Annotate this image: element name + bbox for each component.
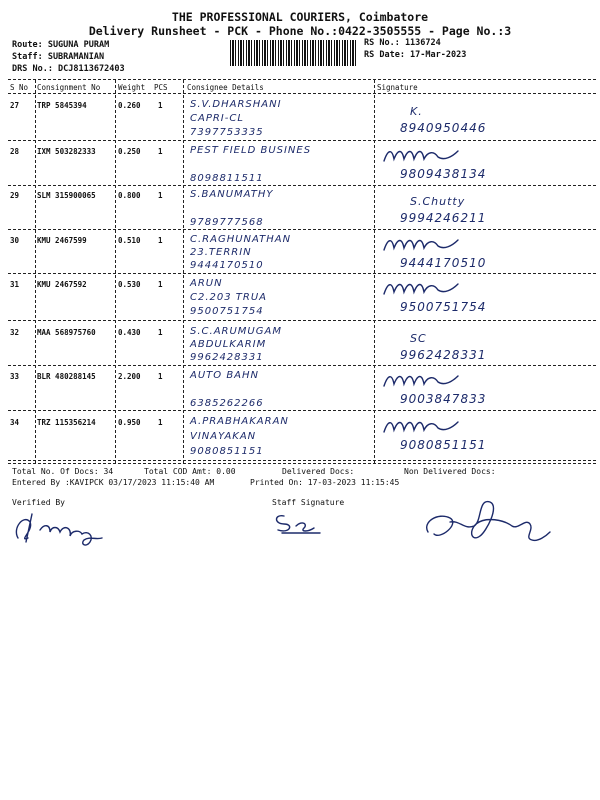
route-label: Route: SUGUNA PURAM [12, 40, 110, 50]
total-docs: Total No. Of Docs: 34 [12, 467, 114, 476]
row-pcs: 1 [158, 328, 163, 337]
row-sno: 27 [10, 101, 20, 110]
rs-date: RS Date: 17-Mar-2023 [364, 50, 467, 60]
verified-by-label: Verified By [12, 498, 65, 507]
row-divider [8, 185, 596, 186]
col-divider [35, 80, 36, 463]
row-pcs: 1 [158, 101, 163, 110]
row-divider [8, 410, 596, 411]
col-weight: Weight [118, 83, 146, 92]
consignee-handwriting: CAPRI-CL [190, 113, 244, 124]
signature-handwriting: S.Chutty [410, 195, 466, 208]
row-pcs: 1 [158, 372, 163, 381]
runsheet-title: Delivery Runsheet - PCK - Phone No.:0422-3505555 - Page No.:3 [88, 24, 512, 38]
row-consignment-no: KMU 2467592 [37, 280, 87, 289]
consignee-handwriting: A.PRABHAKARAN [190, 416, 289, 427]
consignee-handwriting: 9962428331 [190, 352, 264, 363]
row-signature-scribble [382, 234, 472, 256]
consignee-handwriting: 8098811511 [190, 173, 264, 184]
consignee-handwriting: VINAYAKAN [190, 431, 257, 442]
col-divider [374, 80, 375, 463]
row-consignment-no: SLM 315900065 [37, 191, 96, 200]
table-bottom-rule [8, 463, 596, 464]
col-divider [115, 80, 116, 463]
row-signature-scribble [382, 416, 472, 438]
barcode [230, 40, 356, 66]
printed-on: Printed On: 17-03-2023 11:15:45 [250, 478, 400, 487]
staff-signature [272, 508, 352, 538]
row-consignment-no: BLR 480288145 [37, 372, 96, 381]
row-sno: 28 [10, 147, 20, 156]
row-sno: 32 [10, 328, 20, 337]
consignee-handwriting: S.V.DHARSHANI [190, 99, 282, 110]
row-sno: 31 [10, 280, 20, 289]
consignee-handwriting: 9444170510 [190, 260, 264, 271]
row-divider [8, 140, 596, 141]
row-weight: 0.250 [118, 147, 141, 156]
row-pcs: 1 [158, 418, 163, 427]
drs-number: DRS No.: DCJ8113672403 [12, 64, 125, 74]
row-divider [8, 365, 596, 366]
row-consignment-no: TRZ 115356214 [37, 418, 96, 427]
company-title: THE PROFESSIONAL COURIERS, Coimbatore [171, 10, 429, 24]
signature-handwriting: SC [410, 332, 427, 345]
row-divider [8, 273, 596, 274]
row-pcs: 1 [158, 191, 163, 200]
signature-handwriting: 9444170510 [400, 256, 487, 270]
signature-handwriting: 9500751754 [400, 300, 487, 314]
row-signature-scribble [382, 145, 472, 167]
total-cod: Total COD Amt: 0.00 [144, 467, 236, 476]
consignee-handwriting: 6385262266 [190, 398, 264, 409]
row-weight: 0.510 [118, 236, 141, 245]
signature-handwriting: K. [410, 105, 423, 118]
row-consignment-no: IXM 503282333 [37, 147, 96, 156]
row-pcs: 1 [158, 236, 163, 245]
col-sno: S No [10, 83, 29, 92]
consignee-handwriting: S.BANUMATHY [190, 189, 274, 200]
consignee-handwriting: 9500751754 [190, 306, 264, 317]
delivered-docs: Delivered Docs: [282, 467, 355, 476]
signature-handwriting: 8940950446 [400, 121, 487, 135]
consignee-handwriting: S.C.ARUMUGAM [190, 326, 282, 337]
consignee-handwriting: 9080851151 [190, 446, 264, 457]
row-weight: 0.260 [118, 101, 141, 110]
row-pcs: 1 [158, 147, 163, 156]
row-pcs: 1 [158, 280, 163, 289]
col-divider [183, 80, 184, 463]
header-top-rule [8, 79, 596, 80]
row-consignment-no: MAA 568975760 [37, 328, 96, 337]
consignee-handwriting: ARUN [190, 278, 223, 289]
consignee-handwriting: 23.TERRIN [190, 247, 252, 258]
row-sno: 34 [10, 418, 20, 427]
row-divider [8, 320, 596, 321]
row-signature-scribble [382, 278, 472, 300]
receiver-signature [420, 492, 560, 554]
verifier-signature [10, 508, 120, 548]
row-sno: 33 [10, 372, 20, 381]
signature-handwriting: 9994246211 [400, 211, 487, 225]
row-divider [8, 229, 596, 230]
col-consignee: Consignee Details [187, 83, 264, 92]
row-weight: 0.530 [118, 280, 141, 289]
row-consignment-no: KMU 2467599 [37, 236, 87, 245]
consignee-handwriting: 7397753335 [190, 127, 264, 138]
rs-number: RS No.: 1136724 [364, 38, 441, 48]
signature-handwriting: 9003847833 [400, 392, 487, 406]
header-bottom-rule [8, 93, 596, 94]
non-delivered-docs: Non Delivered Docs: [404, 467, 496, 476]
row-sno: 30 [10, 236, 20, 245]
row-weight: 2.200 [118, 372, 141, 381]
row-divider [8, 460, 596, 461]
consignee-handwriting: C.RAGHUNATHAN [190, 234, 292, 245]
consignee-handwriting: 9789777568 [190, 217, 264, 228]
consignee-handwriting: PEST FIELD BUSINES [190, 145, 312, 156]
signature-handwriting: 9080851151 [400, 438, 487, 452]
row-consignment-no: TRP 5845394 [37, 101, 87, 110]
signature-handwriting: 9809438134 [400, 167, 487, 181]
consignee-handwriting: C2.203 TRUA [190, 292, 268, 303]
consignee-handwriting: ABDULKARIM [190, 339, 267, 350]
entered-by: Entered By :KAVIPCK 03/17/2023 11:15:40 AM [12, 478, 215, 487]
col-signature: Signature [377, 83, 418, 92]
staff-signature-label: Staff Signature [272, 498, 345, 507]
col-pcs: PCS [154, 83, 168, 92]
row-weight: 0.950 [118, 418, 141, 427]
signature-handwriting: 9962428331 [400, 348, 487, 362]
row-sno: 29 [10, 191, 20, 200]
staff-label: Staff: SUBRAMANIAN [12, 52, 105, 62]
col-consignment: Consignment No [37, 83, 101, 92]
consignee-handwriting: AUTO BAHN [190, 370, 260, 381]
row-weight: 0.800 [118, 191, 141, 200]
row-weight: 0.430 [118, 328, 141, 337]
row-signature-scribble [382, 370, 472, 392]
